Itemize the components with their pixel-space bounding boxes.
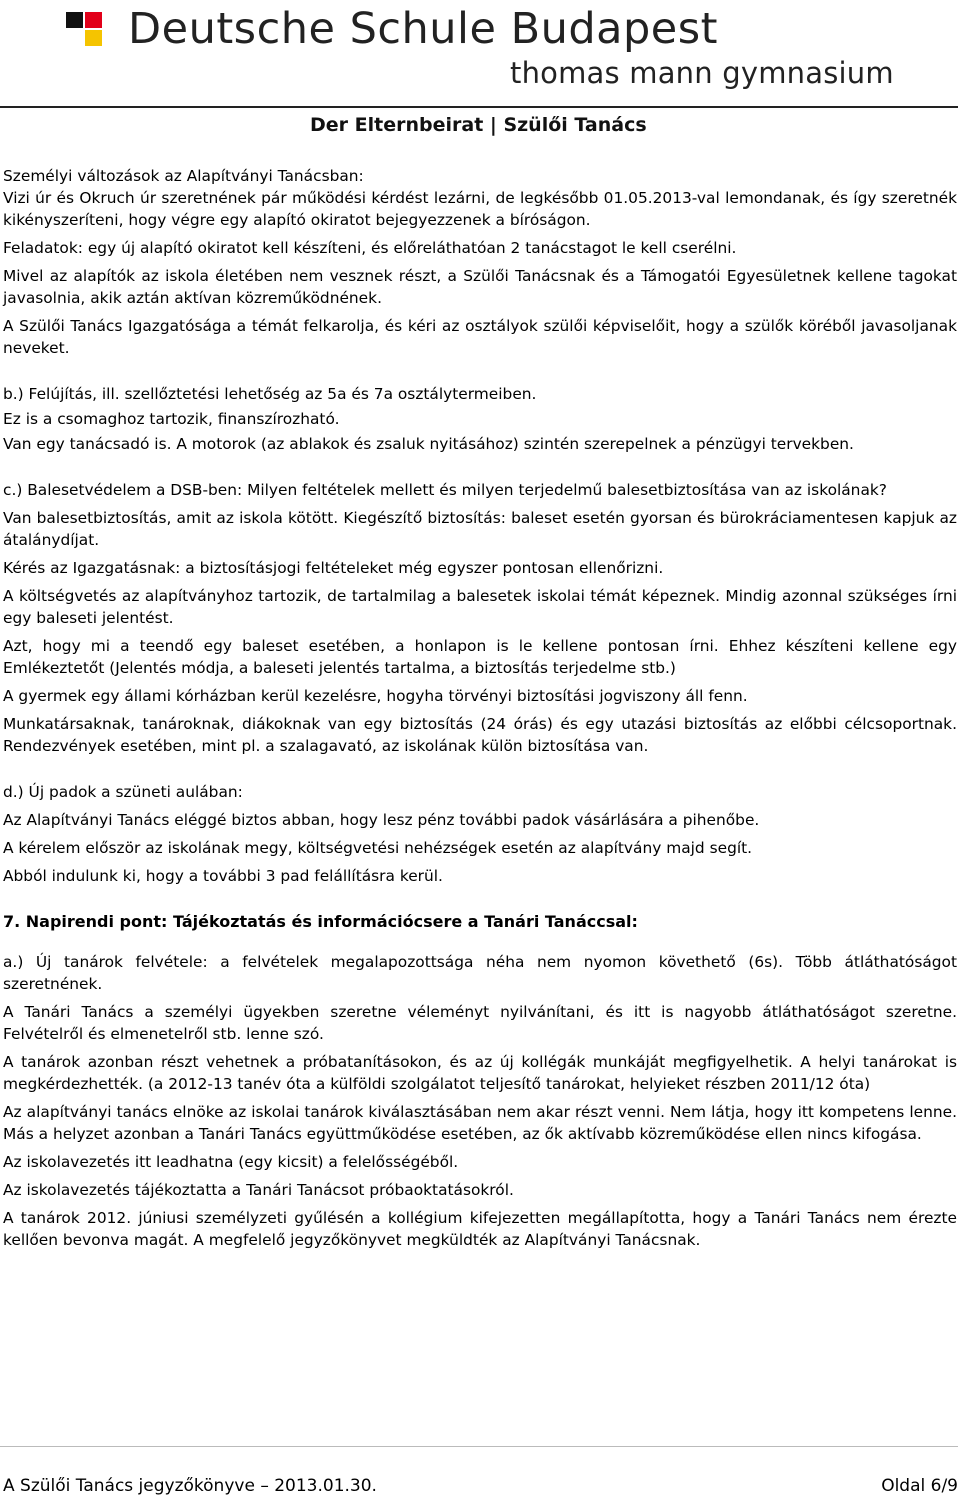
paragraph: d.) Új padok a szüneti aulában: xyxy=(3,783,243,801)
document-subtitle: Der Elternbeirat | Szülői Tanács xyxy=(310,114,647,136)
paragraph: Mivel az alapítók az iskola életében nem vesznek részt, a Szülői Tanácsnak és a Támogatói Egyesületnek kellene tagokat javasolnia, akik aztán aktívan közreműködnének. xyxy=(3,267,957,307)
logo-red-square xyxy=(85,12,102,28)
paragraph: Van egy tanácsadó is. A motorok (az ablakok és zsaluk nyitásához) szintén szerepelnek a pénzügyi tervekben. xyxy=(3,435,854,453)
paragraph: A Tanári Tanács a személyi ügyekben szeretne véleményt nyilvánítani, és itt is nagyobb átláthatóságot szeretne. Felvételről és elmenetelről stb. lenne szó. xyxy=(3,1003,957,1043)
gymnasium-name: thomas mann gymnasium xyxy=(510,56,894,90)
paragraph: A kérelem először az iskolának megy, költségvetési nehézségek esetén az alapítvány majd segít. xyxy=(3,839,753,857)
paragraph: Van balesetbiztosítás, amit az iskola kötött. Kiegészítő biztosítás: baleset esetén gyorsan és bürokráciamentesen kapjuk az átalánydíjat. xyxy=(3,509,957,549)
paragraph: Személyi változások az Alapítványi Tanácsban: xyxy=(3,167,364,185)
header-divider xyxy=(0,106,958,108)
footer-divider xyxy=(0,1446,958,1447)
spacer xyxy=(3,763,957,781)
paragraph: Munkatársaknak, tanároknak, diákoknak van egy biztosítás (24 órás) és egy utazási biztosítás az előbbi célcsoportnak. Rendezvények esetében, mint pl. a szalagavató, az iskolának külön biztosítása van. xyxy=(3,715,957,755)
page-number: Oldal 6/9 xyxy=(881,1476,958,1496)
paragraph: Abból indulunk ki, hogy a további 3 pad felállításra kerül. xyxy=(3,867,443,885)
paragraph: Az alapítványi tanács elnöke az iskolai tanárok kiválasztásában nem akar részt venni. Nem látja, hogy itt kompetens lenne. Más a helyzet azonban a Tanári Tanács együttműködése esetében, az ők aktívabb közreműködése ellen nincs kifogása. xyxy=(3,1103,957,1143)
paragraph: Feladatok: egy új alapító okiratot kell készíteni, és előreláthatóan 2 tanácstagot le kell cserélni. xyxy=(3,239,737,257)
page-header xyxy=(0,0,960,150)
spacer xyxy=(3,893,957,911)
paragraph: Azt, hogy mi a teendő egy baleset esetében, a honlapon is le kellene pontosan írni. Ehhez készíteni kellene egy Emlékeztetőt (Jelentés módja, a baleseti jelentés tartalma, a biztosítás terjedelme stb.) xyxy=(3,637,957,677)
school-name: Deutsche Schule Budapest xyxy=(128,4,719,54)
paragraph: A költségvetés az alapítványhoz tartozik, de tartalmilag a balesetek iskolai témát képeznek. Mindig azonnal szükséges írni egy baleseti jelentést. xyxy=(3,587,957,627)
paragraph: A tanárok 2012. júniusi személyzeti gyűlésén a kollégium kifejezetten megállapította, hogy a Tanári Tanács nem érezte kellően bevonva magát. A megfelelő jegyzőkönyvet megküldték az Alapítványi Tanácsnak. xyxy=(3,1209,957,1249)
logo-yellow-square xyxy=(85,30,102,46)
document-body xyxy=(3,165,957,1257)
spacer xyxy=(3,365,957,383)
school-logo-icon xyxy=(66,12,104,48)
spacer xyxy=(3,461,957,479)
paragraph: Az iskolavezetés itt leadhatna (egy kicsit) a felelősségéből. xyxy=(3,1153,459,1171)
footer-document-title: A Szülői Tanács jegyzőkönyve – 2013.01.30. xyxy=(3,1476,377,1496)
paragraph: Vizi úr és Okruch úr szeretnének pár működési kérdést lezárni, de legkésőbb 01.05.2013-val lemondanak, és így szeretnék kikényszeríteni, hogy végre egy alapító okiratot bejegyezzenek a bíróságon. xyxy=(3,189,957,229)
paragraph: a.) Új tanárok felvétele: a felvételek megalapozottsága néha nem nyomon követhető (6s). Több átláthatóságot szeretnének. xyxy=(3,953,957,993)
paragraph: Ez is a csomaghoz tartozik, finanszírozható. xyxy=(3,410,340,428)
paragraph: Kérés az Igazgatásnak: a biztosításjogi feltételeket még egyszer pontosan ellenőrizni. xyxy=(3,559,664,577)
paragraph: A Szülői Tanács Igazgatósága a témát felkarolja, és kéri az osztályok szülői képviselőit, hogy a szülők köréből javasoljanak neveket. xyxy=(3,317,957,357)
paragraph: Az iskolavezetés tájékoztatta a Tanári Tanácsot próbaoktatásokról. xyxy=(3,1181,514,1199)
paragraph: c.) Balesetvédelem a DSB-ben: Milyen feltételek mellett és milyen terjedelmű balesetbiztosítása van az iskolának? xyxy=(3,481,887,499)
spacer xyxy=(3,933,957,951)
paragraph: Az Alapítványi Tanács eléggé biztos abban, hogy lesz pénz további padok vásárlására a pihenőbe. xyxy=(3,811,760,829)
section-heading: 7. Napirendi pont: Tájékoztatás és információcsere a Tanári Tanáccsal: xyxy=(3,912,638,931)
paragraph: b.) Felújítás, ill. szellőztetési lehetőség az 5a és 7a osztálytermeiben. xyxy=(3,385,537,403)
paragraph: A gyermek egy állami kórházban kerül kezelésre, hogyha törvényi biztosítási jogviszony áll fenn. xyxy=(3,687,748,705)
logo-black-square xyxy=(66,12,83,28)
paragraph: A tanárok azonban részt vehetnek a próbatanításokon, és az új kollégák munkáját megfigyelhetik. A helyi tanárokat is megkérdezhették. (a 2012-13 tanév óta a külföldi szolgálatot teljesítő tanárokat, helyieket részben 2011/12 óta) xyxy=(3,1053,957,1093)
